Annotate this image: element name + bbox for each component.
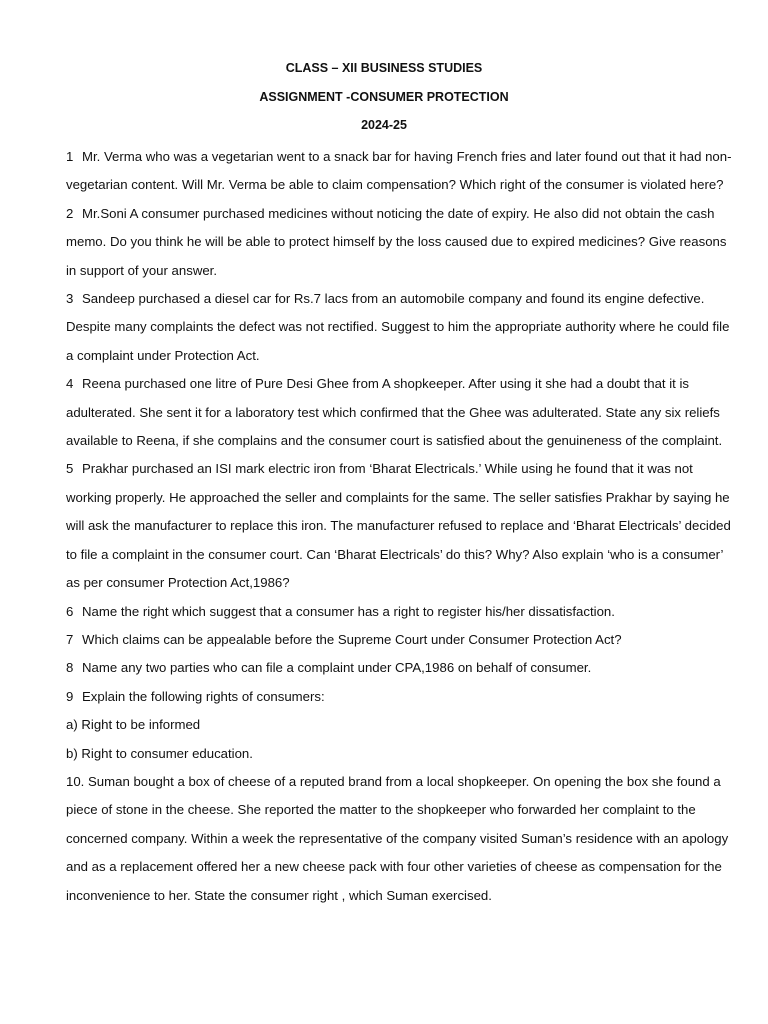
question-9: [66, 683, 736, 711]
question-4: [66, 370, 736, 455]
question-text: Mr. Verma who was a vegetarian went to a snack bar for having French fries and later found out that it had non-vegetarian content. Will Mr. Verma be able to claim compensation? Which right of the consumer is violated here?: [66, 149, 732, 193]
document-session-year: 2024-25: [361, 118, 407, 132]
question-number: 7: [66, 631, 74, 647]
question-5: [66, 455, 736, 597]
question-number: 3: [66, 291, 74, 307]
question-number: 1: [66, 149, 74, 164]
question-3: [66, 285, 736, 370]
question-number: 5: [66, 461, 74, 477]
document-assignment-title: ASSIGNMENT -CONSUMER PROTECTION: [259, 90, 509, 104]
question-number: 2: [66, 205, 74, 221]
question-10: 10. Suman bought a box of cheese of a reputed brand from a local shopkeeper. On opening the box she found a piece of stone in the cheese. She reported the matter to the shopkeeper who forwarded her complaint to the concerned company. Within a week the representative of the company visited Suman’s residence with an apology and as a replacement offered her a new cheese pack with four other varieties of cheese as compensation for the inconvenience to her. State the consumer right , which Suman exercised.: [66, 773, 729, 903]
question-text: Which claims can be appealable before the Supreme Court under Consumer Protection Act?: [82, 631, 622, 647]
question-text: Sandeep purchased a diesel car for Rs.7 lacs from an automobile company and found its engine defective. Despite many complaints the defect was not rectified. Suggest to him the appropriate authority where he could file a complaint under Protection Act.: [66, 291, 730, 363]
question-number: 9: [66, 688, 74, 704]
question-text: Name the right which suggest that a consumer has a right to register his/her dissatisfaction.: [82, 603, 615, 619]
question-text: Name any two parties who can file a complaint under CPA,1986 on behalf of consumer.: [82, 660, 592, 676]
sub-item-a: a) Right to be informed: [66, 717, 201, 733]
question-2: [66, 200, 736, 285]
question-text: Prakhar purchased an ISI mark electric iron from ‘Bharat Electricals.’ While using he found that it was not working properly. He approached the seller and complaints for the same. The seller satisfies Prakhar by saying he will ask the manufacturer to replace this iron. The manufacturer refused to replace and ‘Bharat Electricals’ decided to file a complaint in the consumer court. Can ‘Bharat Electricals’ do this? Why? Also explain ‘who is a consumer’ as per consumer Protection Act,1986?: [66, 461, 731, 591]
question-7: [66, 626, 736, 654]
question-text: Mr.Soni A consumer purchased medicines without noticing the date of expiry. He also did not obtain the cash memo. Do you think he will be able to protect himself by the loss caused due to expired medicines? Give reasons in support of your answer.: [66, 205, 727, 278]
question-number: 8: [66, 660, 74, 676]
sub-item-b: b) Right to consumer education.: [66, 745, 253, 761]
question-number: 6: [66, 603, 74, 619]
question-1: [66, 143, 736, 200]
question-text: Explain the following rights of consumers:: [82, 688, 325, 704]
question-list: [66, 143, 736, 910]
question-text: Reena purchased one litre of Pure Desi Ghee from A shopkeeper. After using it she had a doubt that it is adulterated. She sent it for a laboratory test which confirmed that the Ghee was adulterated. State any six reliefs available to Reena, if she complains and the consumer court is satisfied about the genuineness of the complaint.: [66, 376, 723, 449]
question-number: 4: [66, 376, 74, 392]
question-8: [66, 654, 736, 682]
question-6: [66, 598, 736, 626]
document-class-title: CLASS – XII BUSINESS STUDIES: [285, 61, 483, 75]
